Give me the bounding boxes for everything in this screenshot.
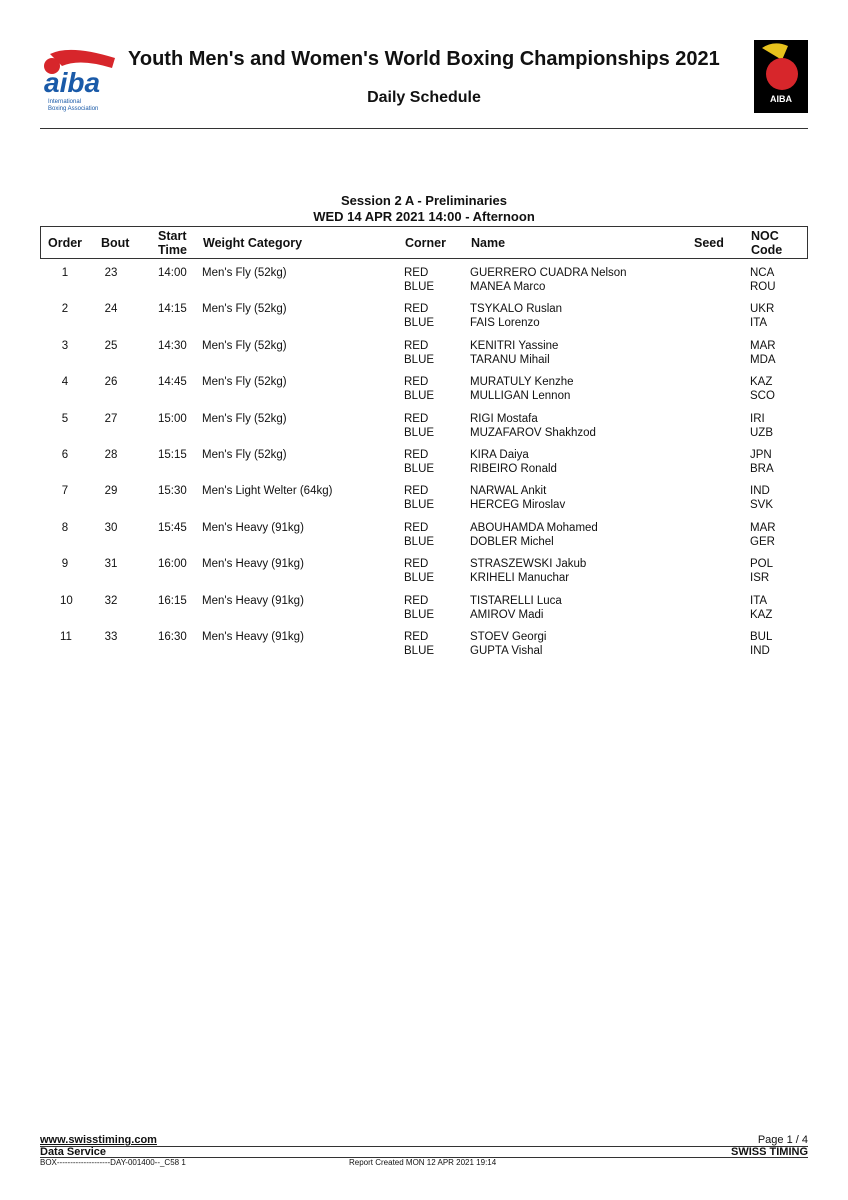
corner-blue: BLUE bbox=[404, 317, 435, 330]
table-row bbox=[40, 266, 808, 296]
blue-noc: SVK bbox=[750, 499, 774, 512]
blue-noc: BRA bbox=[750, 463, 774, 475]
report-created: Report Created MON 12 APR 2021 19:14 bbox=[349, 1158, 497, 1167]
table-row bbox=[40, 339, 808, 369]
start-time: 14:30 bbox=[158, 339, 187, 352]
order: 1 bbox=[61, 267, 69, 279]
red-boxer-name: KENITRI Yassine bbox=[470, 339, 559, 352]
weight-category: Men's Heavy (91kg) bbox=[202, 521, 304, 534]
bout: 32 bbox=[104, 594, 118, 607]
blue-noc: MDA bbox=[750, 353, 776, 366]
corner-red: RED bbox=[404, 376, 429, 389]
col-code: Code bbox=[751, 243, 783, 257]
corner-blue: BLUE bbox=[404, 608, 435, 621]
red-noc: IRI bbox=[750, 412, 765, 425]
bout: 28 bbox=[104, 449, 118, 461]
blue-boxer-name: GUPTA Vishal bbox=[470, 645, 543, 657]
bout: 30 bbox=[104, 521, 118, 534]
table-row bbox=[40, 630, 808, 660]
report-code: BOX--------------------DAY-001400--_C58 1 bbox=[40, 1158, 186, 1167]
table-row bbox=[40, 484, 808, 514]
bout: 29 bbox=[104, 485, 118, 498]
col-time: Time bbox=[158, 243, 187, 257]
corner-red: RED bbox=[404, 339, 429, 352]
weight-category: Men's Fly (52kg) bbox=[202, 449, 287, 461]
col-order: Order bbox=[48, 236, 83, 250]
footer-service: Data Service bbox=[40, 1146, 107, 1158]
blue-noc: IND bbox=[750, 645, 770, 657]
report-subtitle: Daily Schedule bbox=[367, 89, 481, 106]
table-row bbox=[40, 557, 808, 587]
blue-boxer-name: AMIROV Madi bbox=[470, 608, 544, 621]
order: 9 bbox=[61, 558, 69, 571]
start-time: 14:00 bbox=[158, 267, 187, 279]
bout: 23 bbox=[104, 267, 118, 279]
corner-blue: BLUE bbox=[404, 281, 435, 293]
corner-red: RED bbox=[404, 267, 429, 279]
red-boxer-name: STRASZEWSKI Jakub bbox=[470, 558, 587, 571]
corner-blue: BLUE bbox=[404, 390, 435, 403]
red-boxer-name: RIGI Mostafa bbox=[470, 412, 538, 425]
bout: 26 bbox=[104, 376, 118, 389]
corner-red: RED bbox=[404, 412, 429, 425]
weight-category: Men's Fly (52kg) bbox=[202, 303, 287, 316]
corner-blue: BLUE bbox=[404, 426, 435, 439]
blue-boxer-name: KRIHELI Manuchar bbox=[470, 572, 570, 585]
red-noc: BUL bbox=[750, 631, 773, 643]
col-noc: NOC bbox=[751, 229, 779, 243]
blue-noc: KAZ bbox=[750, 608, 773, 621]
col-name: Name bbox=[471, 236, 506, 250]
blue-boxer-name: RIBEIRO Ronald bbox=[470, 463, 557, 475]
weight-category: Men's Heavy (91kg) bbox=[202, 594, 304, 607]
corner-red: RED bbox=[404, 631, 429, 643]
weight-category: Men's Fly (52kg) bbox=[202, 339, 287, 352]
corner-red: RED bbox=[404, 303, 429, 316]
red-boxer-name: GUERRERO CUADRA Nelson bbox=[470, 267, 627, 279]
order: 6 bbox=[61, 449, 69, 461]
order: 5 bbox=[61, 412, 69, 425]
start-time: 15:15 bbox=[158, 449, 187, 461]
weight-category: Men's Heavy (91kg) bbox=[202, 558, 304, 571]
red-boxer-name: TSYKALO Ruslan bbox=[470, 303, 563, 316]
corner-red: RED bbox=[404, 449, 429, 461]
corner-red: RED bbox=[404, 594, 429, 607]
report-title: Youth Men's and Women's World Boxing Championships 2021 bbox=[128, 48, 720, 70]
start-time: 16:00 bbox=[158, 558, 187, 571]
red-boxer-name: ABOUHAMDA Mohamed bbox=[470, 521, 598, 534]
red-noc: MAR bbox=[750, 521, 776, 534]
blue-boxer-name: HERCEG Miroslav bbox=[470, 499, 566, 512]
corner-blue: BLUE bbox=[404, 535, 435, 548]
weight-category: Men's Light Welter (64kg) bbox=[202, 485, 333, 498]
svg-text:International: International bbox=[48, 99, 82, 105]
corner-blue: BLUE bbox=[404, 499, 435, 512]
table-row bbox=[40, 412, 808, 442]
blue-noc: UZB bbox=[750, 426, 773, 439]
col-weight: Weight Category bbox=[203, 236, 303, 250]
start-time: 16:15 bbox=[158, 594, 187, 607]
order: 7 bbox=[61, 485, 69, 498]
bout: 24 bbox=[104, 303, 118, 316]
corner-red: RED bbox=[404, 485, 429, 498]
bout: 31 bbox=[104, 558, 118, 571]
blue-noc: ITA bbox=[750, 317, 768, 330]
corner-blue: BLUE bbox=[404, 463, 435, 475]
red-boxer-name: STOEV Georgi bbox=[470, 631, 547, 643]
col-seed: Seed bbox=[694, 236, 724, 250]
footer-brand: SWISS TIMING bbox=[731, 1146, 808, 1158]
weight-category: Men's Heavy (91kg) bbox=[202, 631, 304, 643]
blue-noc: GER bbox=[750, 535, 775, 548]
red-boxer-name: NARWAL Ankit bbox=[470, 485, 547, 498]
blue-noc: ROU bbox=[750, 281, 776, 293]
table-row bbox=[40, 594, 808, 624]
red-noc: NCA bbox=[750, 267, 775, 279]
svg-text:aiba: aiba bbox=[44, 67, 101, 98]
footer-website[interactable]: www.swisstiming.com bbox=[40, 1134, 157, 1146]
weight-category: Men's Fly (52kg) bbox=[202, 412, 287, 425]
red-noc: POL bbox=[750, 558, 774, 571]
blue-boxer-name: TARANU Mihail bbox=[470, 353, 550, 366]
red-noc: UKR bbox=[750, 303, 775, 316]
order: 8 bbox=[61, 521, 69, 534]
blue-boxer-name: FAIS Lorenzo bbox=[470, 317, 540, 330]
start-time: 15:00 bbox=[158, 412, 187, 425]
blue-boxer-name: MUZAFAROV Shakhzod bbox=[470, 426, 596, 439]
blue-boxer-name: MULLIGAN Lennon bbox=[470, 390, 571, 403]
red-noc: IND bbox=[750, 485, 770, 498]
svg-text:AIBA: AIBA bbox=[770, 94, 792, 104]
svg-text:Boxing Association: Boxing Association bbox=[48, 106, 99, 112]
red-boxer-name: MURATULY Kenzhe bbox=[470, 376, 574, 389]
start-time: 15:30 bbox=[158, 485, 187, 498]
session-date: WED 14 APR 2021 14:00 - Afternoon bbox=[313, 209, 535, 224]
session-heading bbox=[0, 193, 848, 225]
table-row bbox=[40, 448, 808, 478]
blue-boxer-name: MANEA Marco bbox=[470, 281, 546, 293]
table-header bbox=[40, 226, 808, 259]
table-row bbox=[40, 521, 808, 551]
red-noc: MAR bbox=[750, 339, 776, 352]
order: 2 bbox=[61, 303, 69, 316]
start-time: 14:15 bbox=[158, 303, 187, 316]
page-number: Page 1 / 4 bbox=[757, 1134, 808, 1146]
col-corner: Corner bbox=[405, 236, 446, 250]
col-bout: Bout bbox=[101, 236, 130, 250]
bout: 33 bbox=[104, 631, 118, 643]
red-boxer-name: TISTARELLI Luca bbox=[470, 594, 562, 607]
bout: 27 bbox=[104, 412, 118, 425]
order: 10 bbox=[60, 594, 73, 607]
weight-category: Men's Fly (52kg) bbox=[202, 267, 287, 279]
red-boxer-name: KIRA Daiya bbox=[470, 449, 529, 461]
table-row bbox=[40, 375, 808, 405]
corner-red: RED bbox=[404, 521, 429, 534]
blue-noc: SCO bbox=[750, 390, 775, 403]
col-start: Start bbox=[158, 229, 187, 243]
corner-blue: BLUE bbox=[404, 572, 435, 585]
order: 4 bbox=[61, 376, 69, 389]
start-time: 15:45 bbox=[158, 521, 187, 534]
weight-category: Men's Fly (52kg) bbox=[202, 376, 287, 389]
order: 11 bbox=[60, 631, 72, 643]
order: 3 bbox=[61, 339, 69, 352]
table-row bbox=[40, 302, 808, 332]
bout: 25 bbox=[104, 339, 118, 352]
red-noc: JPN bbox=[750, 449, 772, 461]
blue-boxer-name: DOBLER Michel bbox=[470, 535, 554, 548]
red-noc: KAZ bbox=[750, 376, 773, 389]
corner-blue: BLUE bbox=[404, 353, 435, 366]
event-logo bbox=[754, 40, 808, 113]
session-name: Session 2 A - Preliminaries bbox=[341, 193, 507, 208]
corner-blue: BLUE bbox=[404, 645, 435, 657]
start-time: 16:30 bbox=[158, 631, 187, 643]
corner-red: RED bbox=[404, 558, 429, 571]
header-divider bbox=[40, 128, 808, 129]
blue-noc: ISR bbox=[750, 572, 770, 585]
red-noc: ITA bbox=[750, 594, 768, 607]
start-time: 14:45 bbox=[158, 376, 187, 389]
